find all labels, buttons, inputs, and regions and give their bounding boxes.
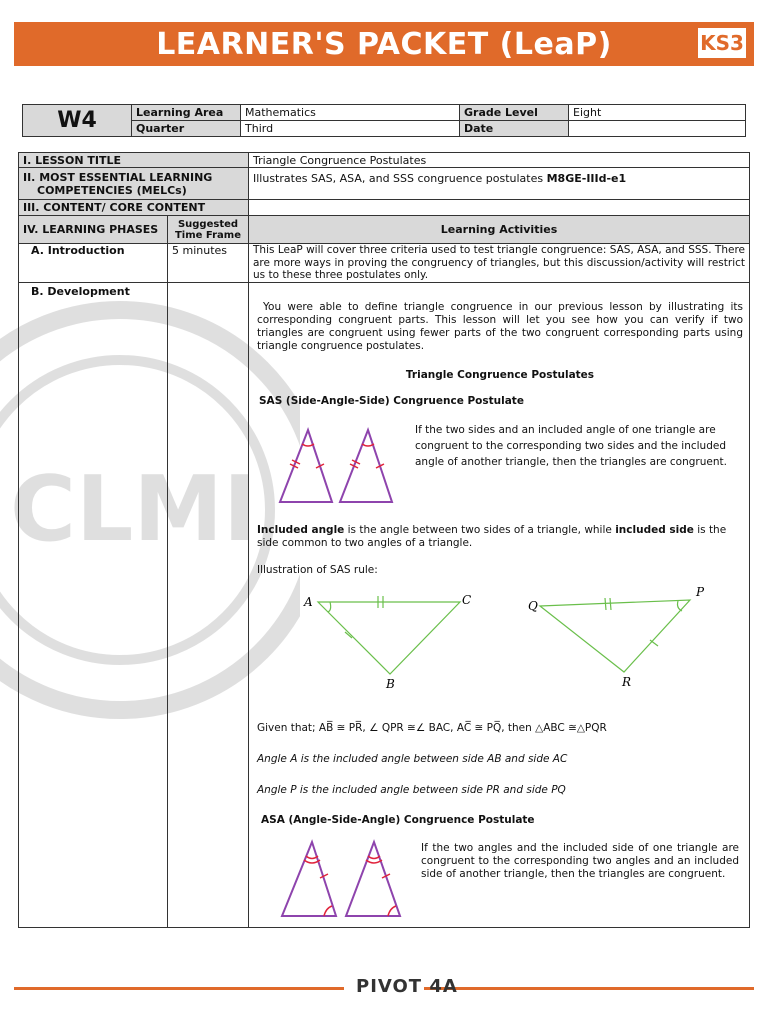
section-title: Triangle Congruence Postulates [405, 369, 595, 381]
sas-illustration-figure [300, 584, 720, 696]
banner-title: LEARNER'S PACKET (LeaP) [156, 26, 612, 62]
dev-intro-paragraph: You were able to define triangle congruence in our previous lesson by illustrating its corresponding congruent parts. This lesson will let you see how you can verify if two triangles are congruent using fewer parts of the two congruent corresponding parts using triangle congruence postulates. [257, 301, 743, 352]
asa-triangle-2 [346, 842, 400, 916]
melc-code: M8GE-IIId-e1 [546, 172, 627, 185]
vertex-b: B [386, 677, 395, 691]
pivot-logo: PIVOT 4A [356, 976, 458, 997]
included-angle-term: Included angle [257, 524, 345, 536]
angle-arc [362, 444, 374, 446]
sas-triangle-2 [340, 430, 392, 502]
vertex-c: C [462, 593, 472, 607]
included-side-term: included side [615, 524, 694, 536]
vertex-q: Q [528, 599, 538, 613]
header-info-table [22, 104, 746, 137]
footer-rule-left [14, 987, 344, 990]
learning-area-value: Mathematics [241, 105, 460, 121]
lesson-title-value: Triangle Congruence Postulates [249, 153, 750, 168]
ks3-badge: KS3 [698, 28, 746, 58]
time-frame-label: Suggested Time Frame [168, 216, 249, 244]
triangle-abc [318, 602, 460, 674]
tick-mark [610, 598, 611, 610]
quarter-label: Quarter [132, 121, 241, 137]
illustration-label: Illustration of SAS rule: [257, 564, 378, 576]
triangle-pqr [540, 600, 690, 672]
angle-a-statement: Angle A is the included angle between side AB and side AC [257, 753, 568, 765]
vertex-a: A [304, 595, 313, 609]
date-value [569, 121, 746, 137]
vertex-p: P [696, 585, 705, 599]
sas-definition: If the two sides and an included angle of one triangle are congruent to the corresponding two sides and the included angle of another triangle, then the triangles are congruent. [415, 424, 727, 468]
given-statement: Given that; AB̅ ≅ PR̅, ∠ QPR ≅∠ BAC, AC̅ ≅ PQ̅, then △ABC ≅△PQR [257, 722, 607, 734]
development-label: B. Development [19, 282, 168, 927]
footer-rule-right [424, 987, 754, 990]
asa-definition: If the two angles and the included side of one triangle are congruent to the corresponding two angles and an included side of another triangle, then the triangles are congruent. [421, 842, 739, 880]
melc-value [249, 168, 750, 200]
svg-text:CLMI: CLMI [10, 457, 257, 562]
vertex-r: R [622, 675, 632, 689]
angle-arc [324, 906, 332, 916]
asa-triangles-figure [276, 836, 406, 922]
header-banner [14, 22, 754, 66]
sas-title: SAS (Side-Angle-Side) Congruence Postulate [259, 395, 524, 407]
sas-triangles-figure [272, 422, 402, 506]
melc-label-line-1: II. MOST ESSENTIAL LEARNING [23, 170, 213, 184]
asa-title: ASA (Angle-Side-Angle) Congruence Postulate [261, 814, 535, 826]
angle-arc [302, 444, 314, 446]
learning-area-label: Learning Area [132, 105, 241, 121]
angle-p-statement: Angle P is the included angle between side PR and side PQ [257, 784, 566, 796]
sas-triangle-1 [280, 430, 332, 502]
date-label: Date [460, 121, 569, 137]
included-angle-definition [257, 524, 743, 550]
development-time [168, 282, 249, 927]
melc-text: Illustrates SAS, ASA, and SSS congruence postulates [253, 172, 544, 185]
grade-level-label: Grade Level [460, 105, 569, 121]
content-value [249, 200, 750, 216]
melc-label-line-2: COMPETENCIES (MELCs) [37, 183, 187, 197]
included-side-text: is the side common to two angles of a triangle. [257, 524, 727, 549]
intro-label: A. Introduction [19, 244, 168, 283]
intro-text: This LeaP will cover three criteria used to test triangle congruence: SAS, ASA, and SSS. There are more ways in proving the congruency of triangles, but this discussion/activity will restrict us to these three postulates only. [249, 244, 750, 283]
included-angle-text: is the angle between two sides of a triangle, while [344, 524, 616, 536]
phases-label: IV. LEARNING PHASES [19, 216, 168, 244]
activities-label: Learning Activities [249, 216, 750, 244]
lesson-title-label: I. LESSON TITLE [19, 153, 249, 168]
tick-mark [605, 598, 606, 610]
melc-label [19, 168, 249, 200]
grade-level-value: Eight [569, 105, 746, 121]
week-label: W4 [23, 105, 132, 137]
content-label: III. CONTENT/ CORE CONTENT [19, 200, 249, 216]
angle-arc [388, 906, 396, 916]
quarter-value: Third [241, 121, 460, 137]
intro-time: 5 minutes [168, 244, 249, 283]
asa-triangle-1 [282, 842, 336, 916]
angle-arc [328, 602, 331, 612]
